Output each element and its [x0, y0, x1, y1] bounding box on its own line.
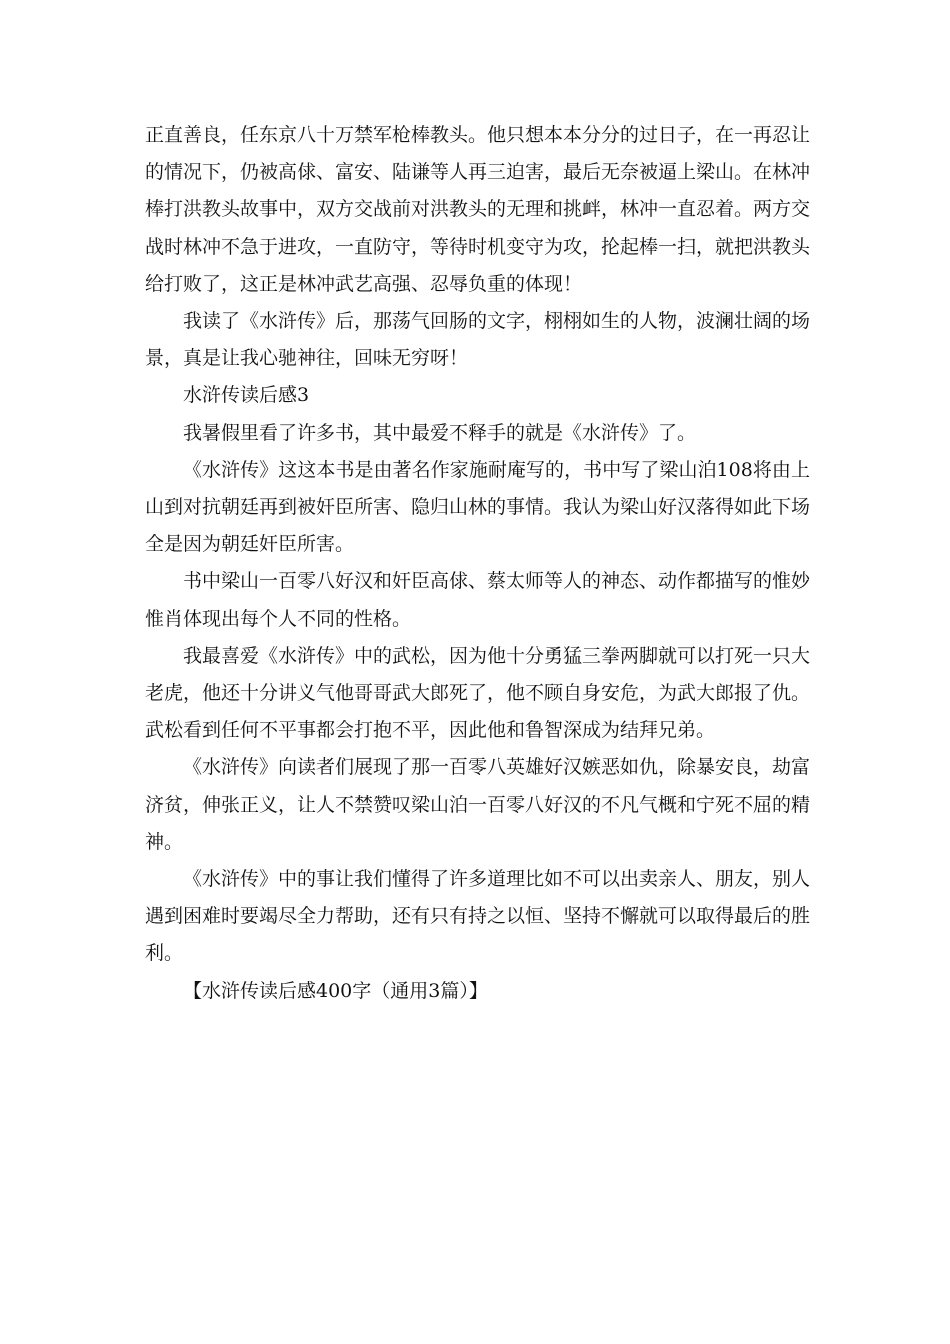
paragraph-summer-reading: 我暑假里看了许多书，其中最爱不释手的就是《水浒传》了。	[183, 421, 697, 444]
paragraph-lin-chong: 正直善良，任东京八十万禁军枪棒教头。他只想本本分分的过日子，在一再忍让的情况下，仍被高俅、富安、陆谦等人再三迫害，最后无奈被逼上梁山。在林冲棒打洪教头故事中，双方交战前对洪教头的无理和挑衅，林冲一直忍着。两方交战时林冲不急于进攻，一直防守，等待时机变守为攻，抡起棒一扫，就把洪教头给打败了，这正是林冲武艺高强、忍辱负重的体现！	[145, 124, 811, 295]
section-heading: 水浒传读后感3	[183, 384, 310, 407]
paragraph-book-intro: 《水浒传》这这本书是由著名作家施耐庵写的，书中写了梁山泊108将由上山到对抗朝廷再到被奸臣所害、隐归山林的事情。我认为梁山好汉落得如此下场全是因为朝廷奸臣所害。	[145, 458, 811, 556]
paragraph-lessons: 《水浒传》中的事让我们懂得了许多道理比如不可以出卖亲人、朋友，别人遇到困难时要竭尽全力帮助，还有只有持之以恒、坚持不懈就可以取得最后的胜利。	[145, 868, 811, 965]
paragraph-wu-song: 我最喜爱《水浒传》中的武松，因为他十分勇猛三拳两脚就可以打死一只大老虎，他还十分讲义气他哥哥武大郎死了，他不顾自身安危，为武大郎报了仇。武松看到任何不平事都会打抱不平，因此他和鲁智深成为结拜兄弟。	[145, 644, 811, 742]
document-body	[145, 117, 810, 1010]
paragraph-characters: 书中梁山一百零八好汉和奸臣高俅、蔡太师等人的神态、动作都描写的惟妙惟肖体现出每个人不同的性格。	[145, 570, 811, 630]
paragraph-reflection: 我读了《水浒传》后，那荡气回肠的文字，栩栩如生的人物，波澜壮阔的场景，真是让我心驰神往，回味无穷呀！	[145, 310, 811, 370]
paragraph-heroes: 《水浒传》向读者们展现了那一百零八英雄好汉嫉恶如仇，除暴安良，劫富济贫，伸张正义，让人不禁赞叹梁山泊一百零八好汉的不凡气概和宁死不屈的精神。	[145, 756, 811, 853]
document-footer-title: 【水浒传读后感400字（通用3篇）】	[183, 979, 488, 1002]
